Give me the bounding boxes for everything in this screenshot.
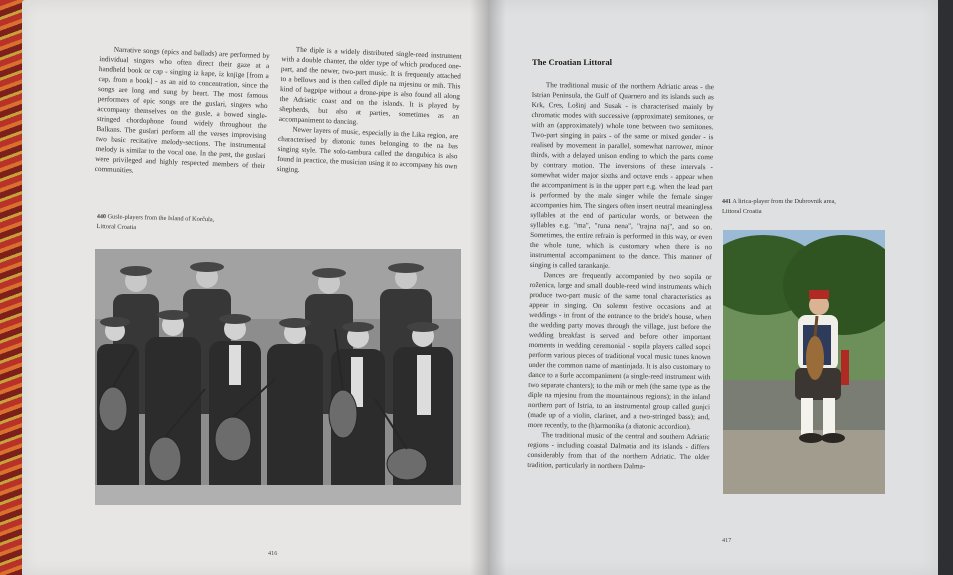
page-number-right: 417 [722,537,732,544]
paragraph: Dances are frequently accompanied by two sopila or roženica, large and small double-reed wind instruments which produce two-part music of the same tonal characteristics as appear in singing. On solemn festive occasions and at weddings - in front of the entrance to the bride's house, when the wedding party moves through the village, just before the wedding breakfast is served and before other important moments in wedding ceremonial - sopila players called sopci perform various pieces of traditional vocal music tunes known under the common name of mantinjada. It is also customary to dance to a šurle accompaniment (a single-reed instrument with two separate chanters); to the mih or meh (the same type as the diple na mjesinu from the mountainous regions); in the inland northern part of Istria, to an instrumental group called gunjci (made up of a violin, clarinet, and a two-stringed bass); and, more recently, to the (h)armonika (a diatonic accordion). [527,271,712,431]
paragraph: The traditional music of the northern Adriatic areas - the Istrian Peninsula, the Gulf of Quarnero and its islands such as Krk, Cres, Lošinj and Susak - is characterised mainly by chromatic modes with successive (approximate) semitones, or with an (approximately) whole tone between two semitones. Two-part singing in pairs - of the same or mixed gender - is realised by movement in parallel, somewhat narrower, minor thirds, with a delayed unison ending to which the parts come by contrary motion. The inversions of these intervals - somewhat wider major sixths and octave ends - appear when the accompaniment is in the upper part e.g. when the lead part is performed by the male singer while the female singer accompanies him. The singers often insert neutral meaningless syllables at the end of particular words, or between the syllables e.g. "ma", "runa nena", "trajna naj", and so on. Sometimes, the entire refrain is performed in this way, or even the whole tune, which is customary when there is no instrumental accompaniment to the dance. This manner of singing is called tarankanje. [529,81,714,270]
book-back-edge [938,0,953,575]
left-column-1 [95,44,270,181]
gusle-players-photo [95,249,461,505]
caption-text: A lirica-player from the Dubrovnik area, [732,198,836,205]
paragraph: The traditional music of the central and southern Adriatic regions - including coastal Dalmatia and its islands - differs considerably from that of the northern Adriatic. The older tradition, particularly in northern Dalma- [527,431,710,471]
gusle-players-illustration [95,249,461,505]
page-number-left: 416 [268,550,278,557]
caption-text: Gusle-players from the Island of Korčula, [107,213,215,224]
caption-place: Littoral Croatia [722,208,762,215]
caption-441 [722,197,882,216]
paragraph: Narrative songs (epics and ballads) are performed by individual singers who often direct their gaze at a handheld book or cap - singing iz kape, iz knjige [from a cap, from a book] - as an aid to concentration, since the songs are long and sung by heart. The most famous performers of epic songs are the guslari, singers who accompany themselves on the gusle, a bowed single-stringed chordophone found widely throughout the Balkans. The guslari perform all the verses improvising two basic recitative melody-sections. The instrumental melody is similar to the vocal one. In the past, the guslari were privileged and highly respected members of their communities. [94,45,270,175]
lirica-player-illustration [723,230,885,494]
right-column-1 [527,80,714,472]
caption-place: Littoral Croatia [96,222,137,232]
section-heading: The Croatian Littoral [532,57,613,67]
left-column-2 [277,44,462,181]
caption-number: 441 [722,199,731,205]
paragraph: The diple is a widely distributed single-reed instrument with a double chanter, the older type of which produced one-part, and the newer, two-part music. It is frequently attached to a bellows and is then called diple na mjesinu or mih. This kind of bagpipe without a drone-pipe is also found all along the Adriatic coast and on the islands. It is played by shepherds, but also at parties, sometimes as an accompaniment to dancing. [278,45,462,127]
lirica-player-photo [723,230,885,494]
caption-number: 440 [96,213,106,221]
paragraph: Newer layers of music, especially in the Lika region, are characterised by diatonic tunes belonging to the na bas singing style. The solo-tambura called the dangubica is also found in practice, the musician using it to accompany his own singing. [276,125,459,174]
